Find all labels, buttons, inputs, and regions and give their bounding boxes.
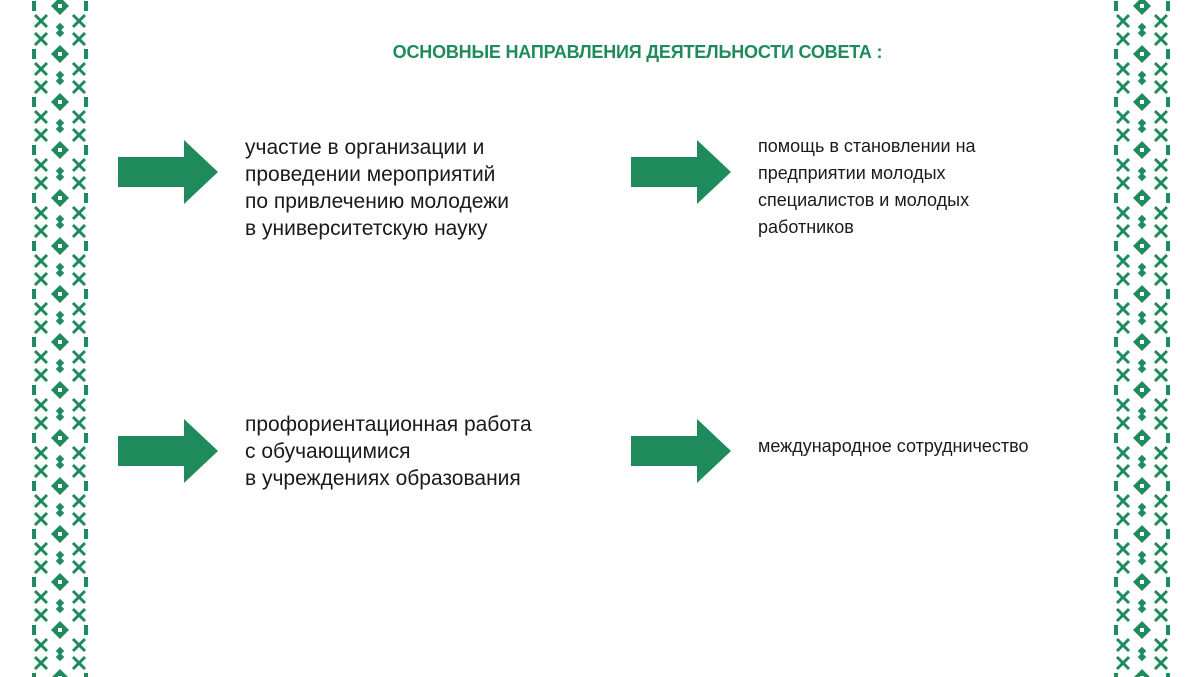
item-line: по привлечению молодежи: [245, 190, 509, 213]
item-participation-text: [245, 134, 575, 242]
arrow-right-icon: [631, 140, 731, 204]
item-international-text: [758, 433, 1088, 460]
arrow-right-icon: [118, 140, 218, 204]
ornament-border-right: [1113, 0, 1171, 677]
page-title: ОСНОВНЫЕ НАПРАВЛЕНИЯ ДЕЯТЕЛЬНОСТИ СОВЕТА :: [392, 42, 883, 62]
item-line: специалистов и молодых: [758, 190, 970, 210]
item-support-text: [758, 133, 1088, 241]
item-line: с обучающимися: [245, 440, 411, 463]
item-line: профориентационная работа: [245, 413, 532, 436]
item-line: работников: [758, 217, 854, 237]
ornament-pattern: [31, 0, 89, 677]
ornament-border-left: [31, 0, 89, 677]
arrow-right-icon: [118, 419, 218, 483]
item-line: предприятии молодых: [758, 163, 946, 183]
item-line: проведении мероприятий: [245, 163, 496, 186]
ornament-pattern: [1113, 0, 1171, 677]
item-line: международное сотрудничество: [758, 436, 1029, 456]
arrow-right-icon: [631, 419, 731, 483]
item-line: участие в организации и: [245, 136, 485, 159]
item-career-guidance-text: [245, 411, 575, 492]
item-line: в университетскую науку: [245, 217, 488, 240]
item-line: в учреждениях образования: [245, 467, 521, 490]
item-line: помощь в становлении на: [758, 136, 976, 156]
